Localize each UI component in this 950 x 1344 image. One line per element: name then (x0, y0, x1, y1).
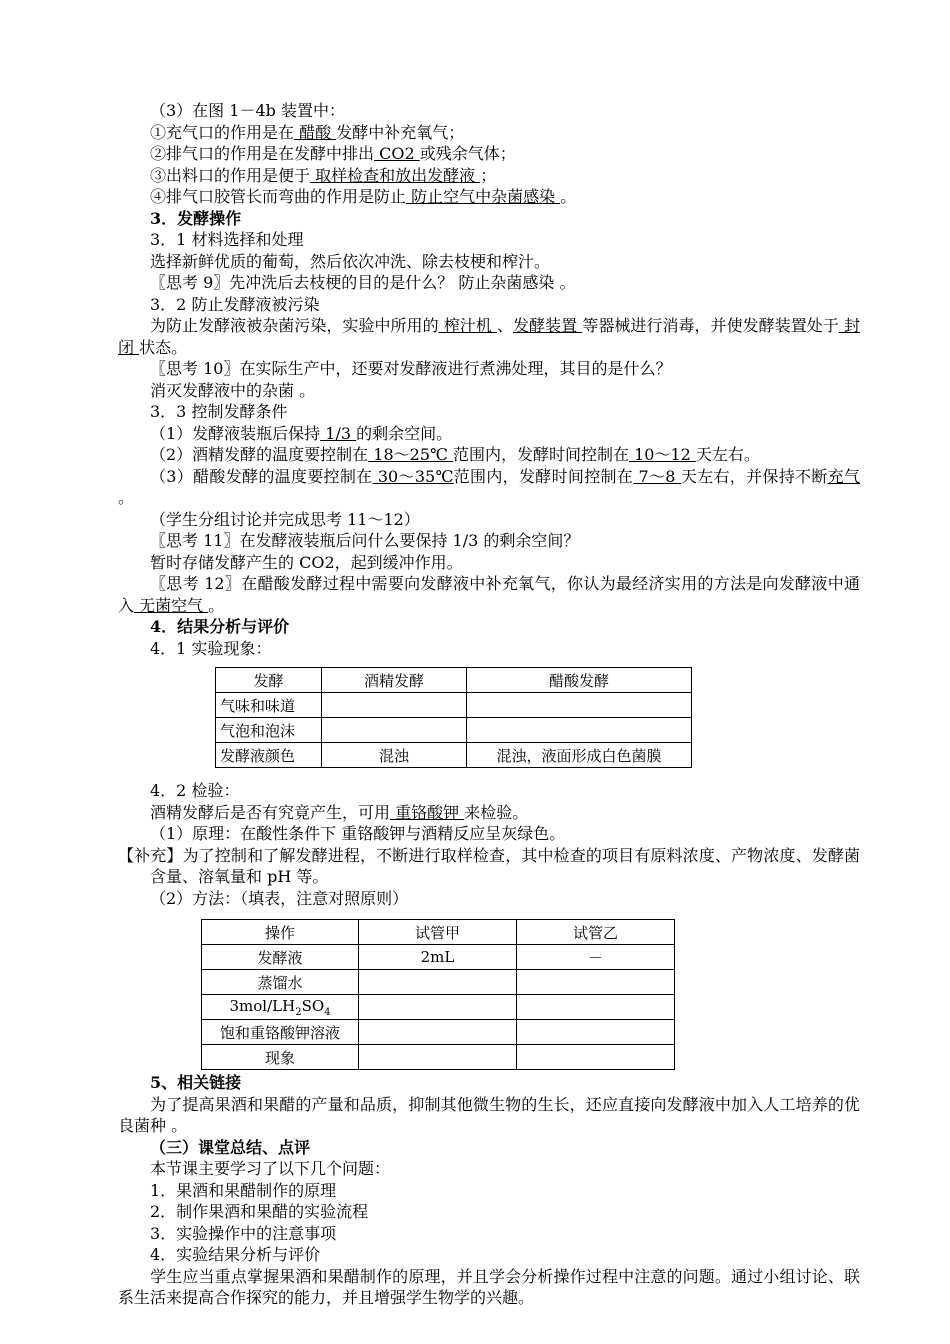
table-cell: 气味和味道 (216, 693, 322, 718)
phenomenon-table (215, 667, 692, 768)
table-row (202, 1045, 675, 1070)
section-3-intro: （3）在图 1－4b 装置中： (150, 101, 345, 120)
table-cell (322, 718, 467, 743)
discussion-note: （学生分组讨论并完成思考 11～12） (150, 509, 420, 529)
table-cell: 发酵液颜色 (216, 743, 322, 768)
heading-summary: （三）课堂总结、点评 (150, 1137, 311, 1157)
answer-10: 消灭发酵液中的杂菌 。 (150, 380, 316, 400)
item-4: ④排气口胶管长而弯曲的作用是防止 防止空气中杂菌感染 。 (150, 187, 577, 206)
table-cell (359, 1045, 517, 1070)
condition-3: （3）醋酸发酵的温度要控制在 30～35℃范围内，发酵时间控制在 7～8 天左右，并保持不断充气 。 (118, 466, 860, 507)
table-cell: 2mL (359, 945, 517, 970)
method-table-wrap (201, 919, 860, 1070)
answer-11: 暂时存储发酵产生的 CO2，起到缓冲作用。 (150, 552, 463, 572)
paragraph: 选择新鲜优质的葡萄，然后依次冲洗、除去枝梗和榨汁。 (150, 251, 551, 271)
table-cell (359, 1020, 517, 1045)
table-header-row (202, 920, 675, 945)
subheading-4-1: 4．1 实验现象： (150, 638, 272, 658)
subheading-3-3: 3．3 控制发酵条件 (150, 402, 288, 421)
closing-paragraph: 学生应当重点掌握果酒和果醋制作的原理，并且学会分析操作过程中注意的问题。通过小组讨论、联系生活来提高合作探究的能力，并且增强学生物学的兴趣。 (118, 1266, 860, 1307)
supplement: 【补充】为了控制和了解发酵进程，不断进行取样检查，其中检查的项目有原料浓度、产物浓度、发酵菌含量、溶氧量和 pH 等。 (118, 845, 860, 886)
subheading-3-1: 3．1 材料选择和处理 (150, 230, 304, 249)
table-cell: 饱和重铬酸钾溶液 (202, 1020, 359, 1045)
table-cell: 发酵液 (202, 945, 359, 970)
table-header-cell: 发酵 (216, 668, 322, 693)
table-cell: 蒸馏水 (202, 970, 359, 995)
document-page (118, 100, 860, 1309)
list-item: 2．制作果酒和果醋的实验流程 (150, 1202, 369, 1221)
think-12: 〖思考 12〗在醋酸发酵过程中需要向发酵液中补充氧气，你认为最经济实用的方法是向发酵液中通入 无菌空气 。 (118, 574, 860, 615)
table-row (216, 693, 692, 718)
table-row (216, 718, 692, 743)
phenomenon-table-wrap (215, 667, 860, 768)
table-cell (322, 693, 467, 718)
paragraph: 酒精发酵后是否有究竟产生，可用 重铬酸钾 来检验。 (150, 802, 529, 822)
table-cell: 现象 (202, 1045, 359, 1070)
table-cell (517, 970, 675, 995)
item-3: ③出料口的作用是便于 取样检查和放出发酵液 ； (150, 165, 497, 185)
item-2: ②排气口的作用是在发酵中排出 CO2 或残余气体； (150, 144, 516, 163)
table-header-row (216, 668, 692, 693)
think-11: 〖思考 11〗在发酵液装瓶后问什么要保持 1/3 的剩余空间？ (150, 531, 580, 550)
table-row (216, 743, 692, 768)
table-cell (359, 970, 517, 995)
paragraph: 为防止发酵液被杂菌污染，实验中所用的 榨汁机 、发酵装置 等器械进行消毒，并使发酵装置处于 封闭 状态。 (118, 316, 860, 357)
subheading-3-2: 3．2 防止发酵液被污染 (150, 294, 320, 314)
table-row (202, 1020, 675, 1045)
table-row (202, 970, 675, 995)
table-cell: 气泡和泡沫 (216, 718, 322, 743)
table-cell (467, 693, 692, 718)
table-cell (517, 1045, 675, 1070)
method-table (201, 919, 675, 1070)
table-cell (517, 995, 675, 1020)
table-header-cell: 操作 (202, 920, 359, 945)
condition-2: （2）酒精发酵的温度要控制在 18～25℃ 范围内，发酵时间控制在 10～12 天左右。 (150, 445, 760, 464)
think-9: 〖思考 9〗先冲洗后去枝梗的目的是什么？ 防止杂菌感染 。 (150, 273, 576, 292)
think-10: 〖思考 10〗在实际生产中，还要对发酵液进行煮沸处理，其目的是什么？ (150, 359, 672, 378)
heading-3: 3．发酵操作 (150, 208, 242, 228)
list-item: 1．果酒和果醋制作的原理 (150, 1180, 337, 1200)
table-cell: － (517, 945, 675, 970)
principle: （1）原理：在酸性条件下 重铬酸钾与酒精反应呈灰绿色。 (150, 824, 566, 843)
item-1: ①充气口的作用是在 醋酸 发酵中补充氧气； (150, 122, 465, 142)
table-cell (467, 718, 692, 743)
list-item: 3．实验操作中的注意事项 (150, 1223, 337, 1243)
heading-5: 5、相关链接 (150, 1073, 242, 1092)
condition-1: （1）发酵液装瓶后保持 1/3 的剩余空间。 (150, 423, 453, 443)
table-header-cell: 试管乙 (517, 920, 675, 945)
list-item: 4．实验结果分析与评价 (150, 1245, 321, 1264)
table-row (202, 995, 675, 1020)
subheading-4-2: 4．2 检验： (150, 781, 240, 800)
table-row (202, 945, 675, 970)
table-cell: 混浊 (322, 743, 467, 768)
table-cell-h2so4: $3mol/LH_2SO_4$ (202, 995, 359, 1020)
table-cell (517, 1020, 675, 1045)
summary-intro: 本节课主要学习了以下几个问题： (150, 1159, 391, 1178)
related-link-paragraph: 为了提高果酒和果醋的产量和品质，抑制其他微生物的生长，还应直接向发酵液中加入人工培养的优良菌种 。 (118, 1094, 860, 1135)
method: （2）方法：（填表，注意对照原则） (150, 888, 409, 908)
table-header-cell: 酒精发酵 (322, 668, 467, 693)
table-cell (359, 995, 517, 1020)
heading-4: 4．结果分析与评价 (150, 617, 290, 636)
table-header-cell: 试管甲 (359, 920, 517, 945)
table-header-cell: 醋酸发酵 (467, 668, 692, 693)
table-cell: 混浊，液面形成白色菌膜 (467, 743, 692, 768)
